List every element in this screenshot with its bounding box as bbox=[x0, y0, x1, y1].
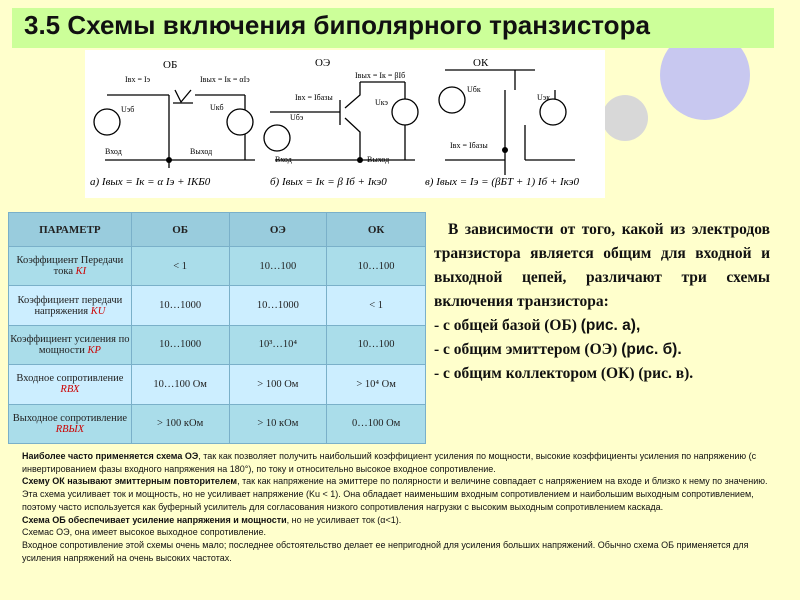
table-cell: 10…100 bbox=[229, 247, 327, 286]
table-cell: > 10 кОм bbox=[229, 404, 327, 443]
table-header-row bbox=[9, 213, 426, 247]
label-ob: ОБ bbox=[163, 59, 178, 71]
table-cell: 10…1000 bbox=[229, 286, 327, 325]
table-row bbox=[9, 247, 426, 286]
formula-c: в) Iвых = Iэ = (βБТ + 1) Iб + Iкэ0 bbox=[425, 176, 580, 188]
label-oe-output: Выход bbox=[367, 155, 390, 164]
list-item: - с общим коллектором (ОК) (рис. в). bbox=[434, 365, 694, 382]
table-header-oe: ОЭ bbox=[229, 213, 327, 247]
table-row bbox=[9, 286, 426, 325]
label-ok: ОК bbox=[473, 57, 489, 69]
side-paragraph: В зависимости от того, какой из электродов транзистора является общим для входной и выходной цепей, различают три схемы включения транзистора: bbox=[434, 221, 770, 310]
table-cell: 10³…10⁴ bbox=[229, 325, 327, 364]
symbol-rout: RВЫХ bbox=[55, 423, 85, 435]
label-oe-iin: Iвх = Iбазы bbox=[295, 93, 333, 102]
table-cell: < 1 bbox=[131, 247, 229, 286]
symbol-rin: RВХ bbox=[60, 384, 80, 396]
label-oe: ОЭ bbox=[315, 57, 331, 69]
label-ok-iin: Iвх = Iбазы bbox=[450, 141, 488, 150]
table-row bbox=[9, 325, 426, 364]
side-description bbox=[434, 218, 770, 386]
table-cell: > 100 кОм bbox=[131, 404, 229, 443]
label-oe-input: Вход bbox=[275, 155, 292, 164]
table-cell: 10…1000 bbox=[131, 325, 229, 364]
label-oe-iout: Iвых = Iк = βIб bbox=[355, 71, 406, 80]
table-cell: 10…100 bbox=[327, 325, 426, 364]
note-paragraph: Наиболее часто применяется схема ОЭ, так как позволяет получить наибольший коэффициент усиления по мощности, высокие коэффициенты усиления по напряжению (с инвертированием фазы входного напряжения на 180°), по току и относительно высокое входное сопротивление. bbox=[22, 451, 757, 474]
circuit-diagrams bbox=[85, 50, 605, 198]
table-cell-param: Коэффициент передачи напряжения KU bbox=[9, 286, 132, 325]
label-ob-iout: Iвых = Iк = αIэ bbox=[200, 75, 250, 84]
parameter-table bbox=[8, 212, 426, 444]
formula-b: б) Iвых = Iк = β Iб + Iкэ0 bbox=[270, 176, 387, 188]
page-title: 3.5 Схемы включения биполярного транзистора bbox=[24, 10, 650, 40]
table-row bbox=[9, 404, 426, 443]
label-oe-uke: Uкэ bbox=[375, 98, 388, 107]
table-cell: 10…100 Ом bbox=[131, 365, 229, 404]
note-paragraph: Схемас ОЭ, она имеет высокое выходное сопротивление. bbox=[22, 527, 266, 538]
symbol-ku: KU bbox=[90, 305, 106, 317]
list-item: - с общим эмиттером (ОЭ) (рис. б). bbox=[434, 341, 682, 358]
table-cell-param: Коэффициент Передачи тока KI bbox=[9, 247, 132, 286]
label-oe-ube: Uбэ bbox=[290, 113, 304, 122]
note-paragraph: Схема ОБ обеспечивает усиление напряжения и мощности, но не усиливает ток (α<1). bbox=[22, 514, 402, 525]
list-item: - с общей базой (ОБ) (рис. а), bbox=[434, 317, 641, 334]
note-paragraph: Схему ОК называют эмиттерным повторителем, так как напряжение на эмиттере по полярности и величине совпадает с напряжением на входе и близко к нему по значению. Эта схема усиливает ток и мощность, но не усиливает напряжение (Ku < 1). Она обладает наименьшим входным сопротивлением и наибольшим выходным сопротивлением, поэтому часто используется как буферный усилитель для согласования низкого сопротивления нагрузки с высоким выходным сопротивлением каскада. bbox=[22, 476, 768, 512]
label-ob-ie: Iвх = Iэ bbox=[125, 75, 151, 84]
table-header-ok: ОК bbox=[327, 213, 426, 247]
label-ob-input: Вход bbox=[105, 147, 122, 156]
decor-circle-gray bbox=[602, 95, 648, 141]
label-ob-ukb: Uкб bbox=[210, 103, 224, 112]
table-row bbox=[9, 365, 426, 404]
table-cell: 10…1000 bbox=[131, 286, 229, 325]
table-cell: > 10⁴ Ом bbox=[327, 365, 426, 404]
notes bbox=[22, 450, 774, 564]
table-cell: 0…100 Ом bbox=[327, 404, 426, 443]
label-ok-uek: Uэк bbox=[537, 93, 551, 102]
table-cell: 10…100 bbox=[327, 247, 426, 286]
table-cell-param: Выходное сопротивление RВЫХ bbox=[9, 404, 132, 443]
table-header-ob: ОБ bbox=[131, 213, 229, 247]
table-cell-param: Входное сопротивление RВХ bbox=[9, 365, 132, 404]
table-cell: < 1 bbox=[327, 286, 426, 325]
formula-a: а) Iвых = Iк = α Iэ + IКБ0 bbox=[90, 176, 211, 188]
symbol-ki: KI bbox=[75, 266, 87, 278]
table-header-param: ПАРАМЕТР bbox=[9, 213, 132, 247]
label-ob-ueb: Uэб bbox=[121, 105, 135, 114]
note-paragraph: Входное сопротивление этой схемы очень мало; последнее обстоятельство делает ее непригодной для усиления больших напряжений. Обычно схема ОБ применяется для усиления напряжений на очень высоких частотах. bbox=[22, 539, 749, 563]
table-cell: > 100 Ом bbox=[229, 365, 327, 404]
label-ok-ubk: Uбк bbox=[467, 85, 481, 94]
table-cell-param: Коэффициент усиления по мощности KP bbox=[9, 325, 132, 364]
label-ob-output: Выход bbox=[190, 147, 213, 156]
symbol-kp: KP bbox=[87, 344, 101, 356]
